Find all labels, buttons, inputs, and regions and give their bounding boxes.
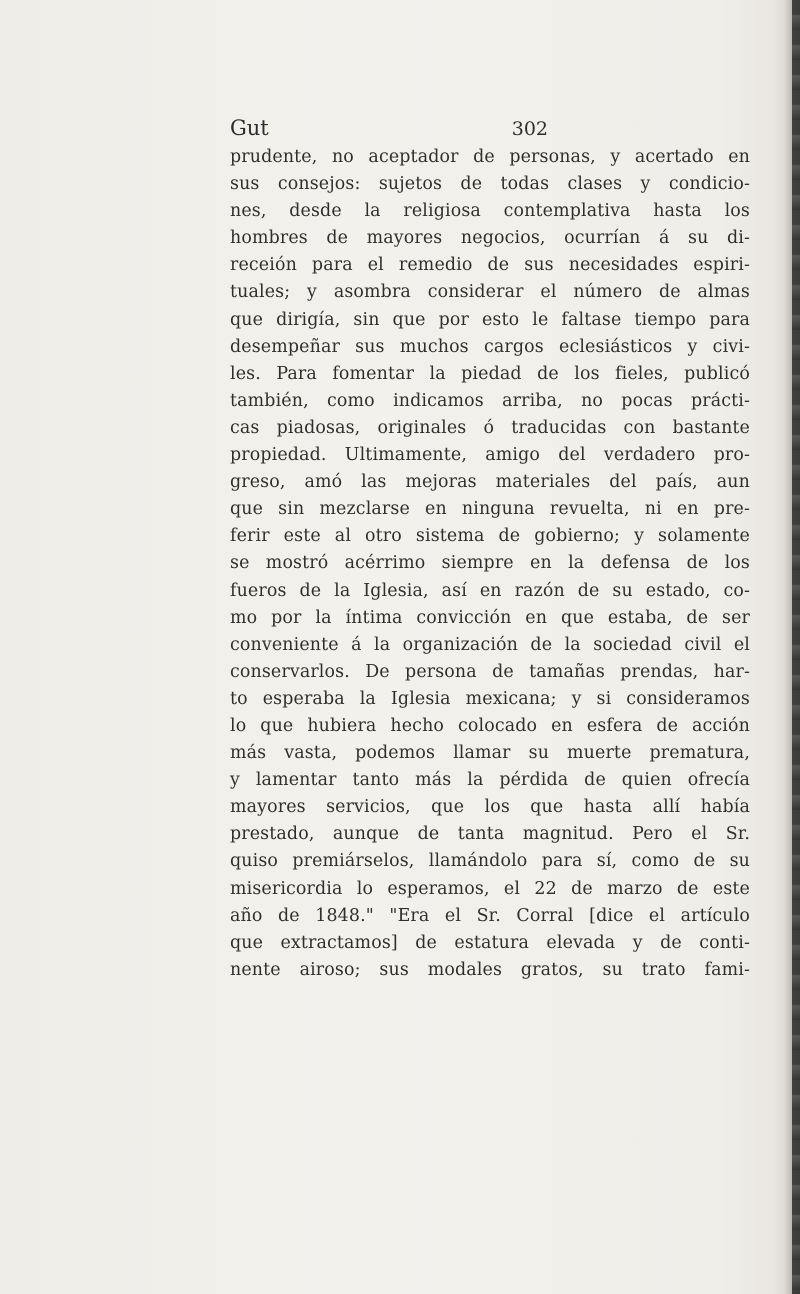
text-line: año de 1848." "Era el Sr. Corral [dice el artículo xyxy=(230,905,750,926)
text-line: misericordia lo esperamos, el 22 de marzo de este xyxy=(230,878,750,899)
text-line: conveniente á la organización de la sociedad civil el xyxy=(230,634,750,655)
text-line: también, como indicamos arriba, no pocas prácti- xyxy=(230,390,750,411)
text-line: hombres de mayores negocios, ocurrían á su di- xyxy=(230,228,750,249)
text-line: mayores servicios, que los que hasta allí había xyxy=(230,797,750,818)
text-line: lo que hubiera hecho colocado en esfera de acción xyxy=(230,715,750,736)
text-line: ferir este al otro sistema de gobierno; y solamente xyxy=(230,526,750,547)
text-line: les. Para fomentar la piedad de los fieles, publicó xyxy=(230,363,750,384)
running-head-title: Gut xyxy=(230,116,269,140)
text-line: nes, desde la religiosa contemplativa hasta los xyxy=(230,201,750,222)
text-line: greso, amó las mejoras materiales del país, aun xyxy=(230,472,750,493)
body-text xyxy=(230,144,750,984)
page-number: 302 xyxy=(511,118,548,140)
text-line: y lamentar tanto más la pérdida de quien ofrecía xyxy=(230,770,750,791)
text-line: fueros de la Iglesia, así en razón de su estado, co- xyxy=(230,580,750,601)
text-line: cas piadosas, originales ó traducidas con bastante xyxy=(230,417,750,438)
text-line: más vasta, podemos llamar su muerte prematura, xyxy=(230,743,750,764)
text-line: que sin mezclarse en ninguna revuelta, ni en pre- xyxy=(230,499,750,520)
text-line: mo por la íntima convicción en que estaba, de ser xyxy=(230,607,750,628)
text-line: prudente, no aceptador de personas, y acertado en xyxy=(230,147,750,167)
text-line: quiso premiárselos, llamándolo para sí, como de su xyxy=(230,851,750,872)
text-line: to esperaba la Iglesia mexicana; y si consideramos xyxy=(230,688,750,709)
text-line: que dirigía, sin que por esto le faltase tiempo para xyxy=(230,309,750,330)
text-line: propiedad. Ultimamente, amigo del verdadero pro- xyxy=(230,445,750,466)
binding-edge xyxy=(792,0,800,1294)
text-line: desempeñar sus muchos cargos eclesiásticos y civi- xyxy=(230,336,750,357)
text-line: receión para el remedio de sus necesidades espiri- xyxy=(230,255,750,276)
text-line: se mostró acérrimo siempre en la defensa de los xyxy=(230,553,750,574)
text-line: nente airoso; sus modales gratos, su trato fami- xyxy=(230,959,750,980)
text-line: sus consejos: sujetos de todas clases y condicio- xyxy=(230,174,750,195)
text-line: prestado, aunque de tanta magnitud. Pero el Sr. xyxy=(230,824,750,845)
text-line: tuales; y asombra considerar el número de almas xyxy=(230,282,750,303)
text-line: que extractamos] de estatura elevada y de conti- xyxy=(230,932,750,953)
text-line: conservarlos. De persona de tamañas prendas, har- xyxy=(230,661,750,682)
